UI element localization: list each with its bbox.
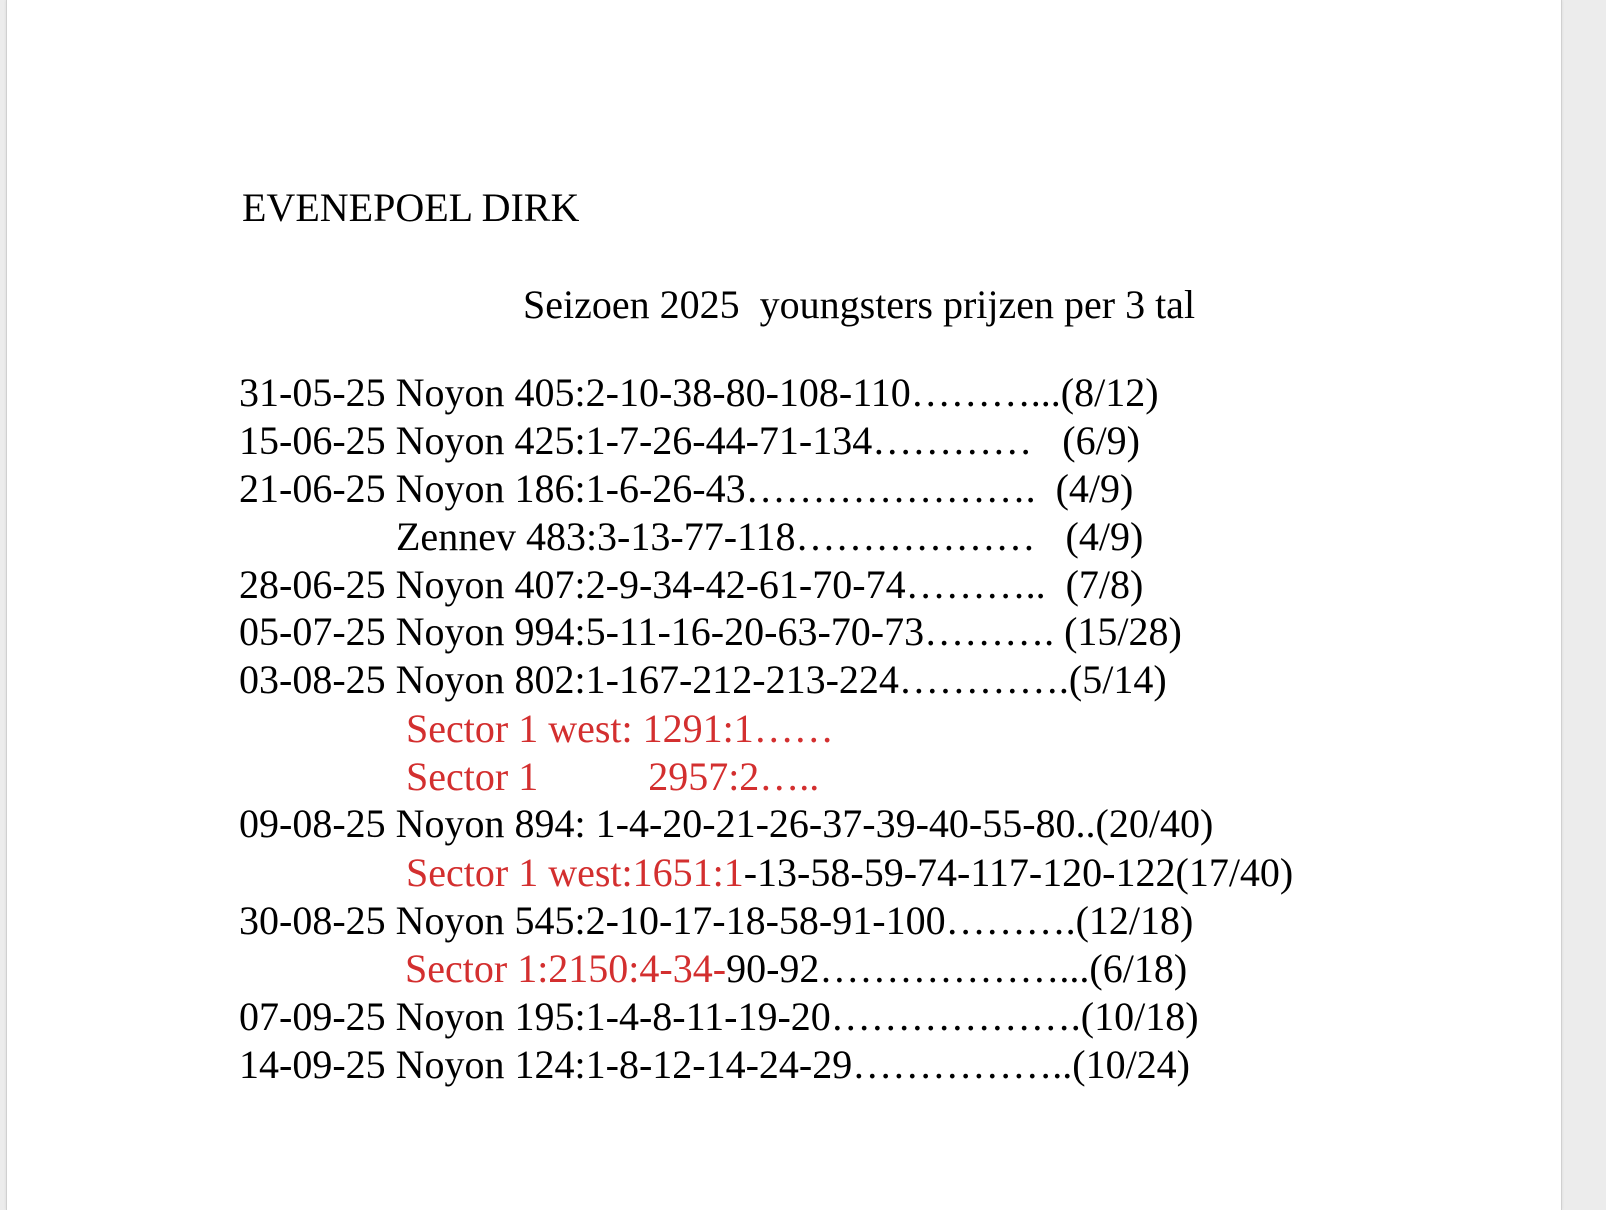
- line-text: 15-06-25 Noyon 425:1-7-26-44-71-134………… (6/9): [239, 418, 1140, 463]
- line-text: 07-09-25 Noyon 195:1-4-8-11-19-20……………….(10/18): [239, 994, 1199, 1039]
- line-text: 28-06-25 Noyon 407:2-9-34-42-61-70-74……….. (7/8): [239, 562, 1144, 607]
- line-text: 90-92………………...(6/18): [726, 946, 1188, 991]
- line-text: Zennev 483:3-13-77-118……………… (4/9): [396, 514, 1144, 559]
- line-text: 30-08-25 Noyon 545:2-10-17-18-58-91-100……….(12/18): [239, 898, 1194, 943]
- line-text: 03-08-25 Noyon 802:1-167-212-213-224………….(5/14): [239, 657, 1167, 702]
- line-text: 31-05-25 Noyon 405:2-10-38-80-108-110………...(8/12): [239, 370, 1159, 415]
- sector-text: Sector 1:2150:4-34-: [405, 946, 727, 991]
- document-page: [6, 0, 1562, 1210]
- sector-text: Sector 1 west: 1291:1……: [406, 706, 834, 751]
- line-text: 14-09-25 Noyon 124:1-8-12-14-24-29……………..(10/24): [239, 1042, 1190, 1087]
- line-text: -13-58-59-74-117-120-122(17/40): [743, 850, 1294, 895]
- line-text: 09-08-25 Noyon 894: 1-4-20-21-26-37-39-40-55-80..(20/40): [239, 801, 1214, 846]
- document-title: EVENEPOEL DIRK: [242, 185, 580, 230]
- sector-text: Sector 1 west:1651:1: [406, 850, 744, 895]
- sector-text: Sector 1 2957:2…..: [406, 754, 820, 799]
- line-text: 21-06-25 Noyon 186:1-6-26-43…………………. (4/9): [239, 466, 1134, 511]
- line-text: 05-07-25 Noyon 994:5-11-16-20-63-70-73………. (15/28): [239, 609, 1182, 654]
- document-subtitle: Seizoen 2025 youngsters prijzen per 3 tal: [523, 282, 1196, 327]
- result-line: [199, 1005, 1190, 1125]
